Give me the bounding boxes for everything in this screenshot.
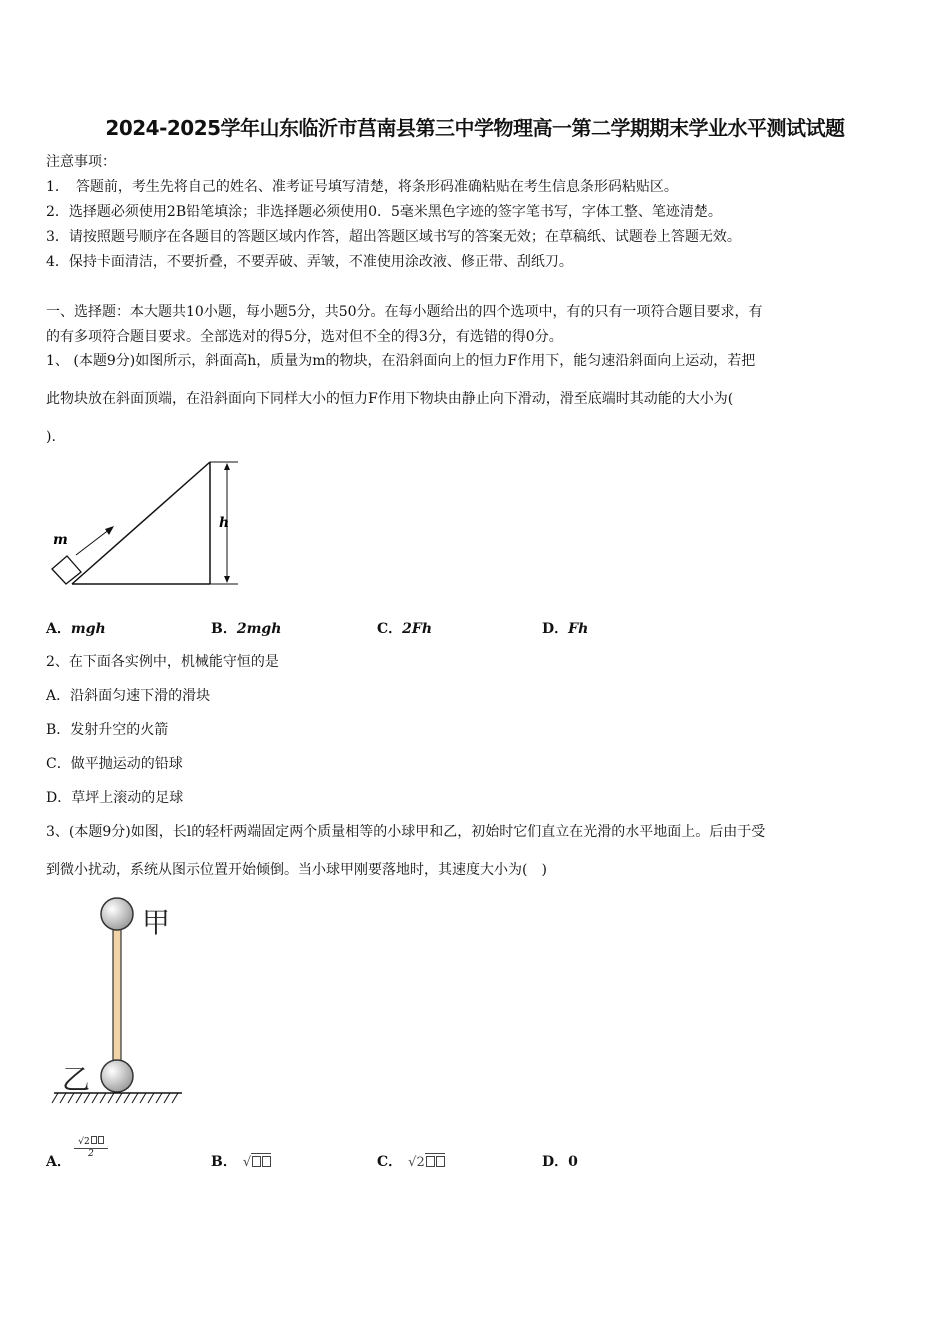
q2-option-c[interactable]: C．做平抛运动的铅球 — [46, 756, 183, 772]
ball-bottom-label: 乙 — [62, 1063, 91, 1096]
q1-option-a[interactable]: A．mgh — [46, 621, 106, 637]
q1-stem-line-3: ). — [46, 429, 56, 445]
q3-stem-line-1: 3、(本题9分)如图，长l的轻杆两端固定两个质量相等的小球甲和乙，初始时它们直立在光滑的水平地面上。后由于受 — [46, 824, 766, 840]
q3-stem-line-2: 到微小扰动，系统从图示位置开始倾倒。当小球甲刚要落地时，其速度大小为( ) — [46, 862, 547, 878]
q3-option-a-fraction: √2 2 — [74, 1136, 108, 1159]
q3-option-c[interactable]: C． √2 — [377, 1152, 445, 1173]
q2-stem: 2、在下面各实例中，机械能守恒的是 — [46, 654, 279, 670]
q3-option-a[interactable]: A． — [46, 1154, 71, 1170]
notice-item-4: 4．保持卡面清洁，不要折叠，不要弄破、弄皱，不准使用涂改液、修正带、刮纸刀。 — [46, 254, 573, 270]
page-title: 2024-2025学年山东临沂市莒南县第三中学物理高一第二学期期末学业水平测试试题 — [105, 116, 845, 140]
notice-item-3: 3．请按照题号顺序在各题目的答题区域内作答，超出答题区域书写的答案无效；在草稿纸、试题卷上答题无效。 — [46, 229, 741, 245]
q3-option-d[interactable]: D．0 — [542, 1154, 578, 1170]
q2-option-d[interactable]: D．草坪上滚动的足球 — [46, 790, 184, 806]
q2-option-b[interactable]: B．发射升空的火箭 — [46, 722, 169, 738]
q1-stem-line-2: 此物块放在斜面顶端，在沿斜面向下同样大小的恒力F作用下物块由静止向下滑动，滑至底端时其动能的大小为( — [46, 391, 734, 407]
mass-label: m — [53, 532, 68, 548]
notice-item-2: 2．选择题必须使用2B铅笔填涂；非选择题必须使用0．5毫米黑色字迹的签字笔书写，字体工整、笔迹清楚。 — [46, 204, 722, 220]
notice-heading: 注意事项： — [46, 154, 116, 170]
q2-option-a[interactable]: A．沿斜面匀速下滑的滑块 — [46, 688, 211, 704]
ball-top-label: 甲 — [142, 906, 171, 939]
incline-figure — [44, 456, 244, 592]
q1-option-b[interactable]: B．2mgh — [211, 621, 282, 637]
q1-option-c[interactable]: C．2Fh — [377, 621, 433, 637]
height-label: h — [219, 515, 230, 531]
q3-option-b[interactable]: B． √ — [211, 1152, 271, 1173]
q1-stem-line-1: 1、 (本题9分)如图所示，斜面高h，质量为m的物块，在沿斜面向上的恒力F作用下，能匀速沿斜面向上运动，若把 — [46, 353, 756, 369]
section-intro-line-1: 一、选择题：本大题共10小题，每小题5分，共50分。在每小题给出的四个选项中，有的只有一项符合题目要求，有 — [46, 304, 763, 320]
q1-option-d[interactable]: D．Fh — [542, 621, 589, 637]
section-intro-line-2: 的有多项符合题目要求。全部选对的得5分，选对但不全的得3分，有选错的得0分。 — [46, 329, 563, 345]
notice-item-1: 1． 答题前，考生先将自己的姓名、准考证号填写清楚，将条形码准确粘贴在考生信息条形码粘贴区。 — [46, 179, 678, 195]
rod-figure — [50, 894, 190, 1109]
